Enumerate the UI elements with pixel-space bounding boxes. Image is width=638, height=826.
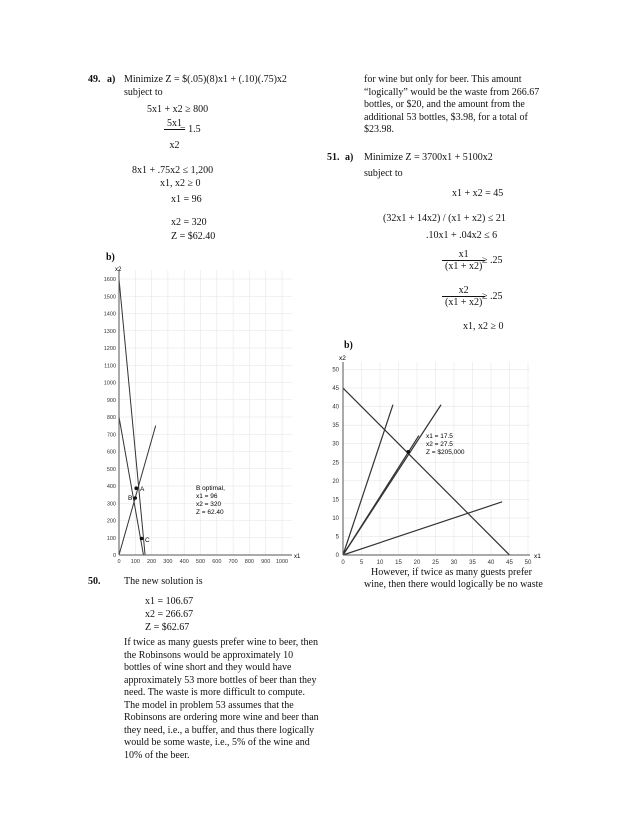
solution-50-x2: x2 = 266.67 — [145, 609, 194, 620]
constraint-51-4-rhs: ≥ .25 — [482, 255, 503, 266]
chart-49-y-tick-label: 800 — [106, 415, 116, 421]
part-b-label-51: b) — [344, 340, 353, 351]
constraint-49-3: 8x1 + .75x2 ≤ 1,200 — [132, 165, 214, 176]
constraint-49-2-numerator: 5x1 — [164, 118, 185, 130]
chart-49-y-tick-label: 300 — [106, 501, 116, 508]
chart-51-x-tick-label: 20 — [413, 560, 421, 566]
part-a-label-51: a) — [345, 152, 354, 163]
chart-51-y-tick-label: 10 — [332, 515, 339, 522]
chart-49-y-tick-label: 1600 — [103, 277, 116, 283]
chart-51-line-capacity — [343, 405, 441, 555]
chart-51-y-ticks — [332, 368, 339, 560]
objective-49: Minimize Z = $(.05)(8)x1 + (.10)(.75)x2 — [124, 74, 287, 85]
problem-50-intro: The new solution is — [124, 576, 203, 587]
constraint-51-4-denominator: (x1 + x2) — [445, 261, 483, 272]
chart-49-x-tick-label: 1000 — [275, 559, 289, 565]
chart-51 — [326, 350, 548, 570]
chart-49-point-c — [140, 537, 144, 541]
chart-49-line-ratio — [119, 426, 156, 555]
chart-49-annotation-2: x1 = 96 — [196, 493, 218, 500]
solution-49-x2: x2 = 320 — [171, 217, 207, 228]
constraint-49-2-rhs: = 1.5 — [180, 124, 201, 135]
constraint-51-1: x1 + x2 = 45 — [452, 188, 504, 199]
chart-51-annotation-3: Z = $205,000 — [426, 449, 465, 456]
constraint-51-4-numerator: x1 — [442, 249, 485, 261]
constraint-51-2: (32x1 + 14x2) / (x1 + x2) ≤ 21 — [383, 213, 506, 224]
chart-51-y-tick-label: 50 — [332, 367, 339, 374]
chart-51-y-tick-label: 25 — [332, 460, 339, 467]
chart-49-label-b: B — [128, 495, 133, 502]
chart-51-line-ratio-x2 — [343, 502, 502, 555]
chart-49-y-tick-label: 600 — [106, 449, 116, 456]
chart-49-x-tick-label: 800 — [244, 559, 254, 565]
chart-49-y-tick-label: 1000 — [103, 380, 116, 387]
solution-50-z: Z = $62.67 — [145, 622, 190, 633]
constraint-51-3: .10x1 + .04x2 ≤ 6 — [426, 230, 498, 241]
chart-51-x-tick-label: 0 — [341, 560, 345, 566]
constraint-49-4: x1, x2 ≥ 0 — [160, 178, 201, 189]
chart-51-x-tick-label: 10 — [376, 560, 384, 566]
chart-49-x-tick-label: 700 — [228, 559, 238, 565]
constraint-51-5-fraction — [442, 285, 485, 308]
constraint-51-4-fraction — [442, 249, 485, 272]
chart-49-x-tick-label: 900 — [261, 559, 271, 565]
chart-49-y-tick-label: 1400 — [103, 311, 116, 318]
chart-51-line-ratio-x1 — [343, 405, 393, 555]
chart-51-x-ticks — [341, 560, 532, 566]
chart-49-y-ticks — [104, 277, 116, 559]
chart-49-x-tick-label: 500 — [195, 559, 206, 565]
constraint-51-6: x1, x2 ≥ 0 — [463, 321, 504, 332]
chart-49-x-tick-label: 400 — [179, 559, 189, 565]
subject-to-51: subject to — [364, 168, 403, 179]
constraint-51-5-rhs: ≥ .25 — [482, 291, 503, 302]
chart-49-y-tick-label: 400 — [106, 484, 116, 490]
chart-51-x-tick-label: 50 — [524, 560, 532, 566]
chart-49-annotation-1: B optimal, — [196, 485, 225, 492]
chart-49-x-ticks — [117, 559, 288, 565]
chart-51-y-tick-label: 45 — [332, 386, 339, 393]
part-b-label-49: b) — [106, 252, 115, 263]
chart-49-annotation-3: x2 = 320 — [196, 501, 222, 508]
chart-51-optimal-point — [406, 450, 410, 454]
chart-49-x-tick-label: 100 — [130, 559, 140, 565]
chart-51-x-tick-label: 35 — [469, 560, 476, 566]
problem-number-51: 51. — [327, 152, 340, 163]
constraint-51-5-numerator: x2 — [442, 285, 485, 297]
problem-51-tail-line-2: wine, then there would logically be no waste — [364, 579, 543, 590]
chart-49-label-a: A — [140, 486, 145, 493]
chart-49-y-tick-label: 0 — [112, 553, 116, 559]
chart-49-point-a — [134, 486, 138, 490]
chart-49-y-tick-label: 700 — [106, 432, 116, 439]
chart-51-line-total — [343, 388, 510, 555]
chart-51-x-tick-label: 15 — [395, 560, 402, 566]
chart-49-x-tick-label: 200 — [147, 559, 157, 565]
chart-51-y-tick-label: 5 — [335, 534, 339, 541]
chart-51-x-tick-label: 5 — [359, 560, 364, 566]
solution-50-x1: x1 = 106.67 — [145, 596, 194, 607]
constraint-49-2-denominator: x2 — [169, 140, 180, 151]
chart-51-annotation-1: x1 = 17.5 — [426, 433, 453, 440]
chart-51-y-axis-label: x2 — [339, 355, 346, 362]
solution-49-x1: x1 = 96 — [171, 194, 202, 205]
chart-49-y-tick-label: 1500 — [103, 294, 116, 301]
problem-51-tail-line-1: However, if twice as many guests prefer — [371, 567, 532, 578]
chart-49-y-tick-label: 1200 — [103, 346, 116, 352]
chart-51-x-tick-label: 40 — [487, 560, 495, 566]
chart-49-y-tick-label: 1300 — [103, 328, 116, 335]
chart-49-y-tick-label: 900 — [106, 397, 116, 404]
chart-49-y-axis-label: x2 — [115, 267, 122, 273]
chart-51-x-tick-label: 45 — [506, 560, 513, 566]
chart-51-x-tick-label: 30 — [450, 560, 458, 566]
problem-number-49: 49. — [88, 74, 101, 85]
part-a-label-49: a) — [107, 74, 116, 85]
chart-49 — [86, 262, 306, 574]
chart-51-y-tick-label: 0 — [335, 553, 339, 559]
chart-49-x-tick-label: 0 — [117, 559, 121, 565]
chart-51-y-tick-label: 30 — [332, 441, 339, 448]
continued-paragraph: for wine but only for beer. This amount “logically” would be the waste from 266.67 bottles, or $20, and the amount from the additional 53 bottles, $3.98, for a total of $23.98. — [364, 74, 540, 135]
constraint-51-5-denominator: (x1 + x2) — [445, 297, 483, 308]
chart-51-x-axis-label: x1 — [534, 553, 541, 560]
chart-49-x-tick-label: 600 — [212, 559, 222, 565]
subject-to-49: subject to — [124, 87, 163, 98]
problem-50-paragraph: If twice as many guests prefer wine to beer, then the Robinsons would be approximately 10 bottles of wine short and they would have approximately 53 more bottles of beer than they need. The waste is more difficult to compute. The model in problem 53 assumes that the Robinsons are ordering more wine and beer than they need, i.e., a buffer, and thus there logically would be some waste, i.e., 5% of the wine and 10% of the beer. — [124, 637, 319, 761]
constraint-49-1: 5x1 + x2 ≥ 800 — [147, 104, 209, 115]
chart-51-grid — [343, 362, 530, 555]
chart-49-y-tick-label: 1100 — [104, 363, 116, 370]
chart-49-y-tick-label: 100 — [106, 535, 116, 542]
chart-51-annotation-2: x2 = 27.5 — [426, 441, 453, 448]
chart-51-y-tick-label: 40 — [332, 404, 339, 411]
chart-51-y-tick-label: 15 — [332, 497, 339, 504]
chart-49-x-tick-label: 300 — [163, 559, 173, 565]
chart-51-y-tick-label: 35 — [332, 423, 339, 430]
chart-51-y-tick-label: 20 — [332, 478, 339, 485]
problem-number-50: 50. — [88, 576, 101, 587]
solution-49-z: Z = $62.40 — [171, 231, 216, 242]
chart-49-x-axis-label: x1 — [294, 554, 301, 560]
objective-51: Minimize Z = 3700x1 + 5100x2 — [364, 152, 493, 163]
chart-49-y-tick-label: 500 — [106, 466, 116, 473]
chart-49-annotation-4: Z = 62.40 — [196, 509, 224, 516]
chart-51-x-tick-label: 25 — [432, 560, 439, 566]
chart-49-label-c: C — [145, 537, 150, 544]
chart-49-y-tick-label: 200 — [106, 518, 116, 525]
chart-49-point-b — [133, 496, 137, 500]
